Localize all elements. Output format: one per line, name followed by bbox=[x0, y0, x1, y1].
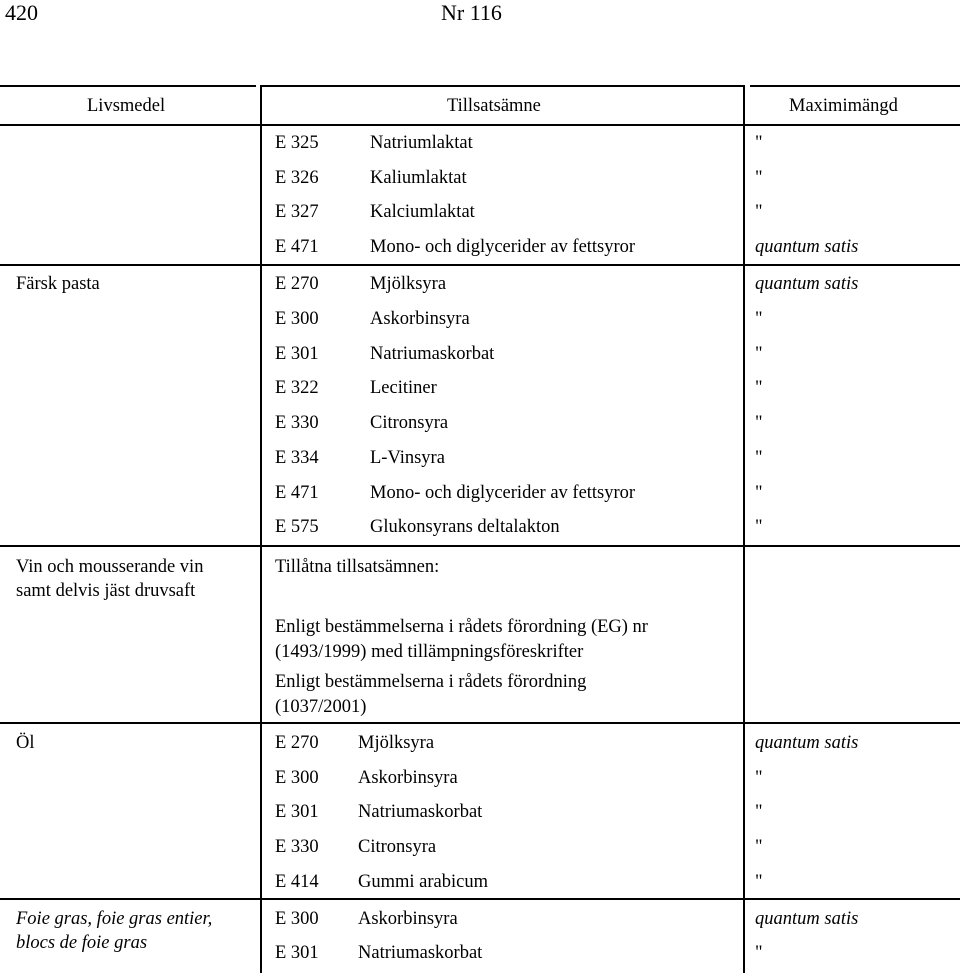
additive-code: E 322 bbox=[275, 378, 319, 398]
column-divider-right bbox=[743, 85, 745, 973]
additive-name: Natriumaskorbat bbox=[370, 344, 495, 364]
max-amount: quantum satis bbox=[755, 274, 859, 294]
additive-code: E 300 bbox=[275, 309, 319, 329]
additive-code: E 471 bbox=[275, 483, 319, 503]
additive-code: E 334 bbox=[275, 448, 319, 468]
header-bottom-rule bbox=[0, 124, 960, 126]
header-top-rule-max bbox=[750, 85, 960, 87]
regulation-text: (1493/1999) med tillämpningsföreskrifter bbox=[275, 642, 584, 662]
additive-code: E 575 bbox=[275, 517, 319, 537]
food-name: Foie gras, foie gras entier, bbox=[16, 909, 213, 929]
max-amount: " bbox=[755, 309, 763, 329]
additive-name: Mjölksyra bbox=[370, 274, 447, 294]
section-rule-pasta bbox=[0, 264, 960, 266]
additive-code: E 270 bbox=[275, 274, 319, 294]
additive-code: E 301 bbox=[275, 344, 319, 364]
section-rule-beer bbox=[0, 722, 960, 724]
additive-name: Mono- och diglycerider av fettsyror bbox=[370, 237, 636, 257]
additive-name: Gummi arabicum bbox=[358, 872, 488, 892]
column-header-max: Maximimängd bbox=[789, 96, 898, 116]
max-amount: " bbox=[755, 448, 763, 468]
additive-name: Askorbinsyra bbox=[358, 768, 458, 788]
max-amount: " bbox=[755, 517, 763, 537]
additive-name: Citronsyra bbox=[358, 837, 437, 857]
additive-name: Lecitiner bbox=[370, 378, 437, 398]
column-header-additive: Tillsatsämne bbox=[447, 96, 541, 116]
max-amount: quantum satis bbox=[755, 237, 859, 257]
max-amount: " bbox=[755, 133, 763, 153]
max-amount: " bbox=[755, 943, 763, 963]
column-header-food: Livsmedel bbox=[87, 96, 166, 116]
food-name: Färsk pasta bbox=[16, 274, 100, 294]
additive-name: Citronsyra bbox=[370, 413, 449, 433]
section-rule-wine bbox=[0, 545, 960, 547]
additive-code: E 330 bbox=[275, 837, 319, 857]
additive-code: E 414 bbox=[275, 872, 319, 892]
max-amount: " bbox=[755, 413, 763, 433]
additive-name: Natriumaskorbat bbox=[358, 802, 483, 822]
additive-code: E 325 bbox=[275, 133, 319, 153]
additive-name: Askorbinsyra bbox=[370, 309, 470, 329]
food-name: blocs de foie gras bbox=[16, 933, 148, 953]
issue-number: Nr 116 bbox=[441, 0, 502, 25]
max-amount: " bbox=[755, 768, 763, 788]
regulation-text: Enligt bestämmelserna i rådets förordning bbox=[275, 672, 587, 692]
section-rule-foie-gras bbox=[0, 898, 960, 900]
max-amount: " bbox=[755, 872, 763, 892]
max-amount: " bbox=[755, 202, 763, 222]
additive-code: E 300 bbox=[275, 909, 319, 929]
header-top-rule-food bbox=[0, 85, 256, 87]
food-name: Öl bbox=[16, 733, 35, 753]
additive-name: Natriumlaktat bbox=[370, 133, 473, 153]
additive-name: Kalciumlaktat bbox=[370, 202, 475, 222]
additive-code: E 326 bbox=[275, 168, 319, 188]
max-amount: " bbox=[755, 168, 763, 188]
allowed-additives-heading: Tillåtna tillsatsämnen: bbox=[275, 557, 440, 577]
max-amount: " bbox=[755, 483, 763, 503]
max-amount: " bbox=[755, 802, 763, 822]
regulation-text: (1037/2001) bbox=[275, 697, 367, 717]
header-top-rule-additive bbox=[262, 85, 744, 87]
regulation-text: Enligt bestämmelserna i rådets förordning (EG) nr bbox=[275, 617, 648, 637]
food-name: samt delvis jäst druvsaft bbox=[16, 581, 196, 601]
column-divider-left bbox=[260, 85, 262, 973]
additive-name: Kaliumlaktat bbox=[370, 168, 467, 188]
additive-code: E 330 bbox=[275, 413, 319, 433]
additive-name: Mjölksyra bbox=[358, 733, 435, 753]
max-amount: quantum satis bbox=[755, 909, 859, 929]
additive-code: E 301 bbox=[275, 943, 319, 963]
additive-name: Glukonsyrans deltalakton bbox=[370, 517, 560, 537]
additive-code: E 327 bbox=[275, 202, 319, 222]
additive-name: Askorbinsyra bbox=[358, 909, 458, 929]
food-name: Vin och mousserande vin bbox=[16, 557, 204, 577]
max-amount: " bbox=[755, 344, 763, 364]
additive-name: L-Vinsyra bbox=[370, 448, 445, 468]
additive-code: E 471 bbox=[275, 237, 319, 257]
max-amount: quantum satis bbox=[755, 733, 859, 753]
max-amount: " bbox=[755, 837, 763, 857]
additive-code: E 300 bbox=[275, 768, 319, 788]
max-amount: " bbox=[755, 378, 763, 398]
page-number: 420 bbox=[5, 0, 38, 25]
additive-code: E 270 bbox=[275, 733, 319, 753]
additive-name: Natriumaskorbat bbox=[358, 943, 483, 963]
additive-name: Mono- och diglycerider av fettsyror bbox=[370, 483, 636, 503]
additive-code: E 301 bbox=[275, 802, 319, 822]
